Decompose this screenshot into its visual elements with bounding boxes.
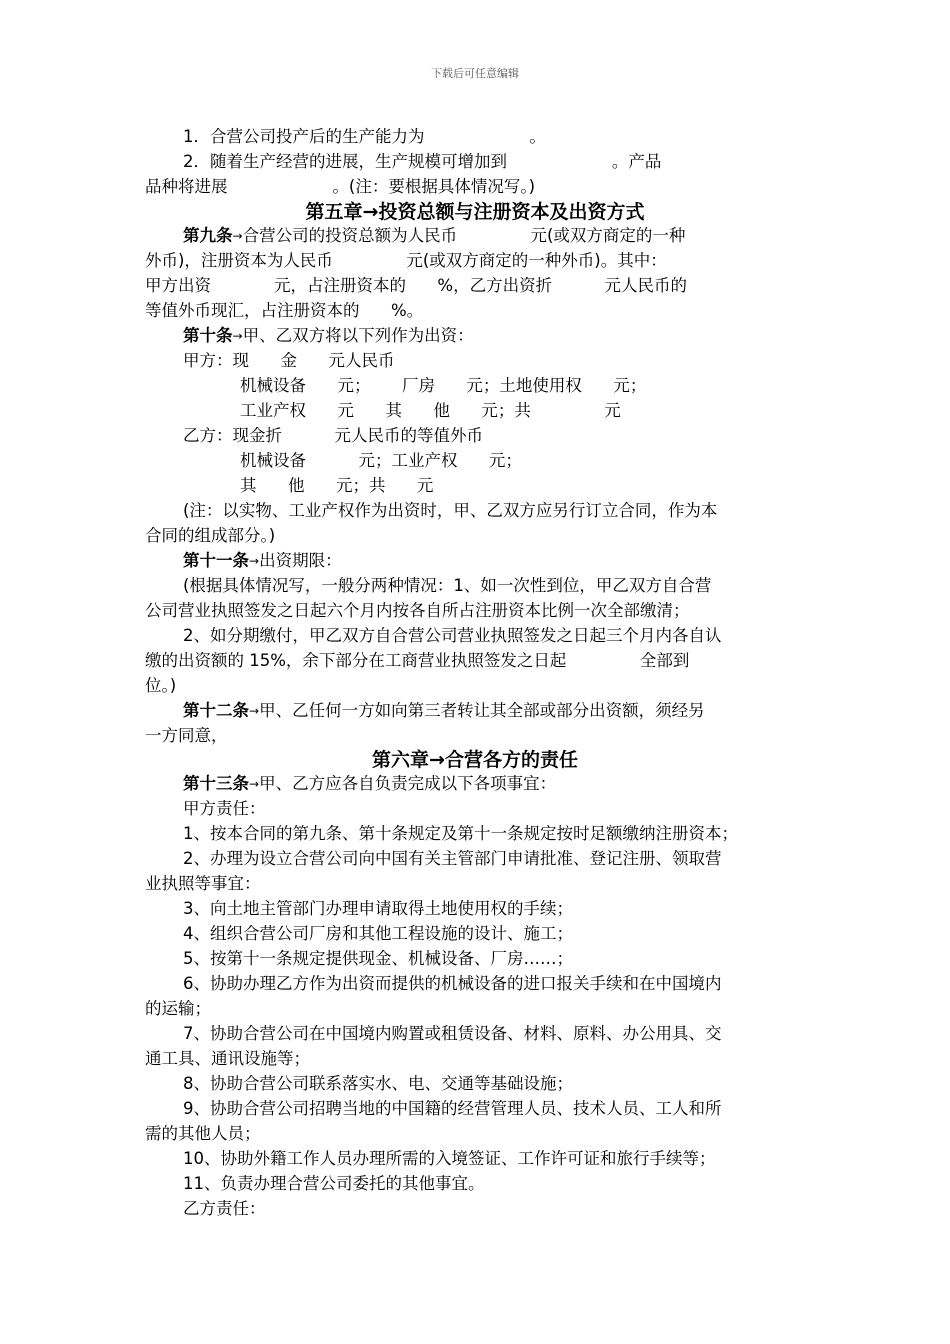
paragraph-line: 等值外币现汇，占注册资本的 %。	[145, 301, 424, 320]
paragraph-line: 品种将进展 。(注：要根据具体情况写。)	[145, 177, 536, 196]
paragraph-line: 工业产权 元 其 他 元；共 元	[240, 401, 621, 420]
paragraph-line: 通工具、通讯设施等；	[145, 1049, 310, 1068]
paragraph-line: 10、协助外籍工作人员办理所需的入境签证、工作许可证和旅行手续等；	[183, 1149, 716, 1168]
article-11-text: 出资期限：	[259, 551, 342, 570]
paragraph-line: 4、组织合营公司厂房和其他工程设施的设计、施工；	[183, 924, 573, 943]
paragraph-line: 公司营业执照签发之日起六个月内按各自所占注册资本比例一次全部缴清；	[145, 601, 690, 620]
paragraph-line: 合同的组成部分。)	[145, 526, 276, 545]
paragraph-line: 位。)	[145, 676, 177, 695]
paragraph-line: 外币)，注册资本为人民币 元(或双方商定的一种外币)。其中：	[145, 251, 667, 270]
article-9-text: 合营公司的投资总额为人民币 元(或双方商定的一种	[242, 226, 686, 245]
paragraph-line: 3、向土地主管部门办理申请取得土地使用权的手续；	[183, 899, 573, 918]
paragraph-line: 机械设备 元；工业产权 元；	[240, 451, 522, 470]
paragraph-line: 甲方：现 金 元人民币	[183, 351, 395, 370]
paragraph-line: 5、按第十一条规定提供现金、机械设备、厂房……；	[183, 949, 573, 968]
article-10-text: 甲、乙双方将以下列作为出资：	[242, 326, 474, 345]
paragraph-line: 2、办理为设立合营公司向中国有关主管部门申请批准、登记注册、领取营	[183, 849, 722, 868]
article-13-label: 第十三条	[183, 774, 249, 793]
paragraph-line: 2．随着生产经营的进展，生产规模可增加到 。产品	[183, 152, 662, 171]
article-12-text: 甲、乙任何一方如向第三者转让其全部或部分出资额，须经另	[259, 701, 705, 720]
paragraph-line: 7、协助合营公司在中国境内购置或租赁设备、材料、原料、办公用具、交	[183, 1024, 722, 1043]
paragraph-line: 1、按本合同的第九条、第十条规定及第十一条规定按时足额缴纳注册资本；	[183, 824, 738, 843]
paragraph-line: 乙方：现金折 元人民币的等值外币	[183, 426, 483, 445]
paragraph-line: 的运输；	[145, 999, 211, 1018]
arrow-icon: →	[232, 329, 243, 343]
arrow-icon: →	[249, 554, 260, 568]
arrow-icon: →	[249, 777, 260, 791]
article-10-line	[183, 326, 474, 346]
paragraph-line: 甲方出资 元，占注册资本的 %，乙方出资折 元人民币的	[145, 276, 688, 295]
article-13-text: 甲、乙方应各自负责完成以下各项事宜：	[259, 774, 557, 793]
paragraph-line: (注：以实物、工业产权作为出资时，甲、乙双方应另行订立合同，作为本	[183, 501, 718, 520]
paragraph-line: 一方同意，	[145, 726, 228, 745]
paragraph-line: 机械设备 元； 厂房 元；土地使用权 元；	[240, 376, 647, 395]
article-9-line	[183, 226, 685, 246]
article-12-line	[183, 701, 705, 721]
arrow-icon: →	[249, 704, 260, 718]
page-header: 下载后可任意编辑	[431, 67, 519, 80]
paragraph-line: (根据具体情况写，一般分两种情况：1、如一次性到位，甲乙双方自合营	[183, 576, 712, 595]
paragraph-line: 甲方责任：	[183, 799, 266, 818]
paragraph-line: 6、协助办理乙方作为出资而提供的机械设备的进口报关手续和在中国境内	[183, 974, 722, 993]
chapter-6-title: 第六章→合营各方的责任	[372, 749, 578, 771]
article-10-label: 第十条	[183, 326, 233, 345]
chapter-5-title: 第五章→投资总额与注册资本及出资方式	[305, 201, 645, 223]
paragraph-line: 8、协助合营公司联系落实水、电、交通等基础设施；	[183, 1074, 573, 1093]
article-9-label: 第九条	[183, 226, 233, 245]
paragraph-line: 业执照等事宜：	[145, 874, 261, 893]
article-13-line	[183, 774, 556, 794]
paragraph-line: 乙方责任：	[183, 1199, 266, 1218]
arrow-icon: →	[232, 229, 243, 243]
article-12-label: 第十二条	[183, 701, 249, 720]
article-11-label: 第十一条	[183, 551, 249, 570]
paragraph-line: 需的其他人员；	[145, 1124, 261, 1143]
paragraph-line: 2、如分期缴付，甲乙双方自合营公司营业执照签发之日起三个月内各自认	[183, 626, 722, 645]
paragraph-line: 9、协助合营公司招聘当地的中国籍的经营管理人员、技术人员、工人和所	[183, 1099, 722, 1118]
paragraph-line: 1．合营公司投产后的生产能力为 。	[183, 127, 546, 146]
paragraph-line: 缴的出资额的 15%，余下部分在工商营业执照签发之日起 全部到	[145, 651, 690, 670]
article-11-line	[183, 551, 342, 571]
paragraph-line: 11、负责办理合营公司委托的其他事宜。	[183, 1174, 485, 1193]
paragraph-line: 其 他 元；共 元	[240, 476, 434, 495]
